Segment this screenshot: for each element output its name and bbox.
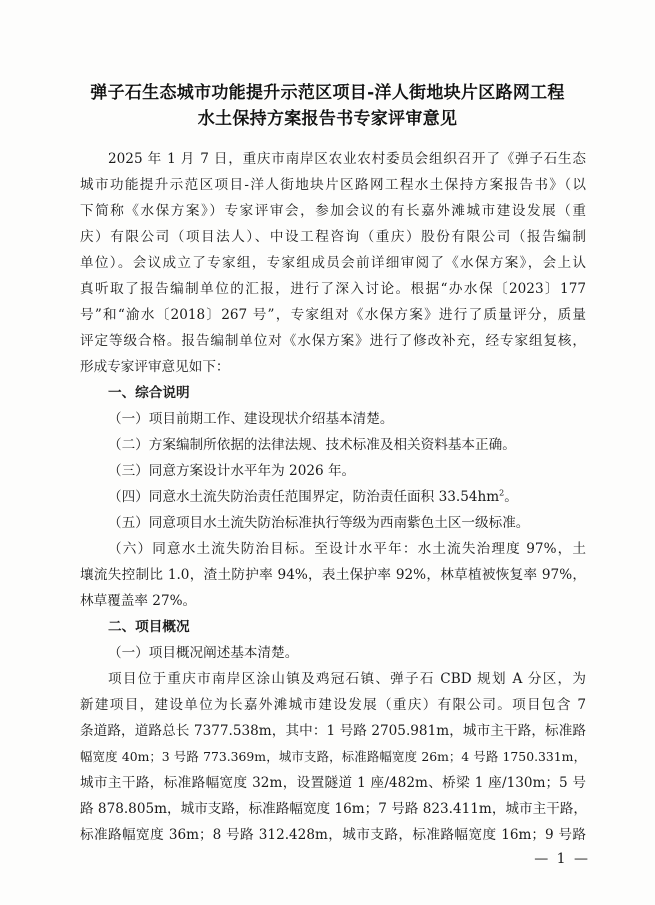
document-body [80, 146, 586, 848]
document-title-line-1: 弹子石生态城市功能提升示范区项目-洋人街地块片区路网工程 [90, 83, 565, 103]
body-line: 标准路幅宽度 36m；8 号路 312.428m，城市支路，标准路幅宽度 16m；9 号路 [80, 827, 586, 843]
intro-line: 形成专家评审意见如下： [80, 359, 230, 375]
section-heading: 一、综合说明 [108, 385, 190, 401]
intro-line: 城市功能提升示范区项目-洋人街地块片区路网工程水土保持方案报告书》（以 [80, 177, 586, 193]
list-item: （六）同意水土流失防治目标。至设计水平年：水土流失治理度 97%，土 [108, 541, 586, 557]
intro-line: 评定等级合格。报告编制单位对《水保方案》进行了修改补充，经专家组复核， [80, 333, 586, 349]
body-line: 条道路，道路总长 7377.538m，其中：1 号路 2705.981m，城市主干路，标准路 [80, 723, 586, 739]
list-item [80, 484, 586, 510]
list-item: （一）项目概况阐述基本清楚。 [108, 645, 299, 661]
page-number: — 1 — [534, 851, 590, 867]
list-item: （一）项目前期工作、建设现状介绍基本清楚。 [108, 411, 394, 427]
intro-line: 下简称《水保方案》）专家评审会，参加会议的有长嘉外滩城市建设发展（重 [80, 203, 586, 219]
list-item-text: （四）同意水土流失防治责任范围界定，防治责任面积 33.54hm [108, 489, 500, 505]
intro-line: 庆）有限公司（项目法人）、中设工程咨询（重庆）股份有限公司（报告编制 [80, 229, 586, 245]
intro-line: 单位）。会议成立了专家组，专家组成员会前详细审阅了《水保方案》，会上认 [80, 255, 586, 271]
list-item: （五）同意项目水土流失防治标准执行等级为西南紫色土区一级标准。 [108, 515, 530, 531]
list-item: （二）方案编制所依据的法律法规、技术标准及相关资料基本正确。 [108, 437, 516, 453]
body-line: 路 878.805m，城市支路，标准路幅宽度 16m；7 号路 823.411m，城市主干路， [80, 801, 587, 817]
list-item-continuation: 壤流失控制比 1.0，渣土防护率 94%，表土保护率 92%，林草植被恢复率 97%， [80, 567, 586, 583]
intro-line: 2025 年 1 月 7 日，重庆市南岸区农业农村委员会组织召开了《弹子石生态 [108, 151, 586, 167]
list-item: （三）同意方案设计水平年为 2026 年。 [108, 463, 356, 479]
superscript: 2 [499, 488, 505, 498]
list-item-end: 。 [504, 489, 518, 505]
document-title-line-2: 水土保持方案报告书专家评审意见 [197, 109, 458, 129]
intro-line: 号”和“渝水〔2018〕267 号”，专家组对《水保方案》进行了质量评分，质量 [80, 307, 586, 323]
body-line: 项目位于重庆市南岸区涂山镇及鸡冠石镇、弹子石 CBD 规划 A 分区，为 [108, 671, 586, 687]
section-heading: 二、项目概况 [108, 619, 190, 635]
body-line: 新建项目，建设单位为长嘉外滩城市建设发展（重庆）有限公司。项目包含 7 [80, 697, 586, 713]
body-line: 幅宽度 40m；3 号路 773.369m，城市支路，标准路幅宽度 26m；4 号路 1750.331m， [80, 749, 586, 764]
intro-line: 真听取了报告编制单位的汇报，进行了深入讨论。根据“办水保〔2023〕177 [80, 281, 586, 297]
list-item-continuation: 林草覆盖率 27%。 [80, 593, 197, 609]
body-line: 城市主干路，标准路幅宽度 32m，设置隧道 1 座/482m、桥梁 1 座/130m；5 号 [80, 775, 586, 791]
